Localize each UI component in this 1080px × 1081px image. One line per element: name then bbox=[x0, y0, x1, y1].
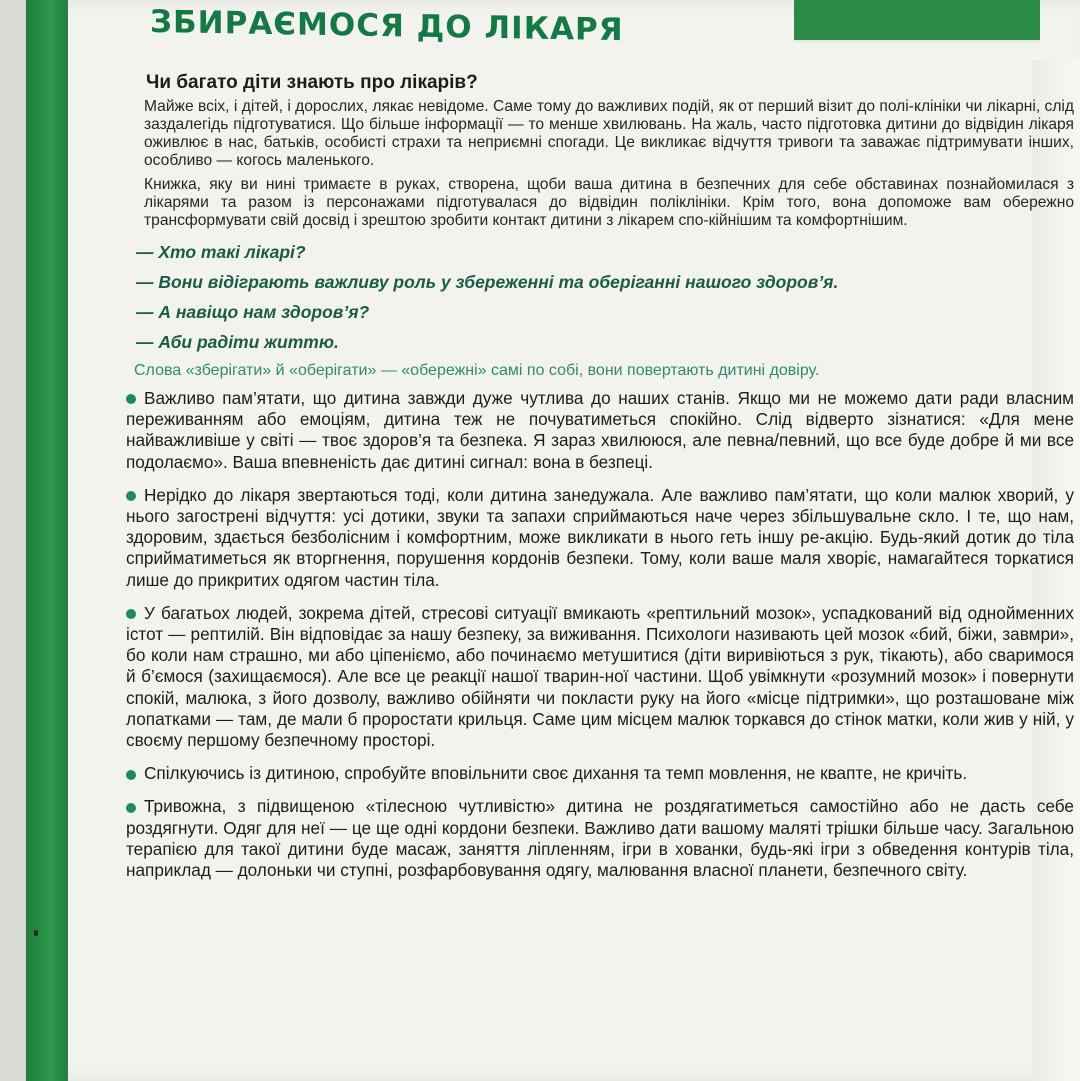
page-content bbox=[126, 3, 1074, 893]
bullet-item bbox=[126, 796, 1074, 881]
green-spine-edge bbox=[26, 0, 68, 1081]
section-subtitle: Чи багато діти знають про лікарів? bbox=[146, 72, 478, 93]
book-page bbox=[26, 0, 1080, 1081]
bullet-text: Важливо пам’ятати, що дитина завжди дуже чутлива до наших станів. Якщо ми не можемо дати ради власним переживанням або емоціям, дитина теж не почуватиметься спокійно. Слід відверто зізнатися: «Для мене найважливіше у світі — твоє здоров’я та безпека. Я зараз хвилююся, але певна/певний, що все буде добре й ми все подолаємо». Ваша впевненість дає дитині сигнал: вона в безпеці. bbox=[126, 388, 1074, 472]
bullet-item bbox=[126, 603, 1074, 751]
bullet-text: Спілкуючись із дитиною, спробуйте вповільнити своє дихання та темп мовлення, не квапте, не кричіть. bbox=[144, 763, 968, 784]
page-title: ЗБИРАЄМОСЯ ДО ЛІКАРЯ bbox=[150, 3, 624, 49]
dialogue-line: — Аби радіти життю. bbox=[136, 332, 339, 352]
bullet-text: Нерідко до лікаря звертаються тоді, коли дитина занедужала. Але важливо пам’ятати, що коли малюк хворий, у нього загострені відчуття: усі дотики, звуки та запахи сприймаються наче через збільшувальне скло. І те, що нам, здоровим, здається безболісним і комфортним, може викликати в нього геть іншу ре-акцію. Будь-який дотик до тіла сприйматиметься як вторгнення, порушення кордонів безпеки. Тому, коли ваше маля хворіє, намагайтеся торкатися лише до прикритих одягом частин тіла. bbox=[126, 484, 1074, 590]
bullet-dot-icon bbox=[126, 491, 136, 501]
bullet-dot-icon bbox=[126, 609, 136, 619]
intro-paragraph: Книжка, яку ви нині тримаєте в руках, створена, щоби ваша дитина в безпечних для себе обставинах познайомилася з лікарями та разом із персонажами підготувалася до відвідин поліклініки. Крім того, вона допоможе вам обережно трансформувати свій досвід і зрештою зробити контакт дитини з лікарем спо-кійнішим та комфортнішим. bbox=[144, 176, 1074, 229]
bullet-dot-icon bbox=[126, 770, 136, 780]
bullet-item bbox=[126, 485, 1074, 591]
bullet-text: Тривожна, з підвищеною «тілесною чутливістю» дитина не роздягатиметься самостійно або не дасть себе роздягнути. Одяг для неї — це ще одні кордони безпеки. Важливо дати вашому маляті трішки більше часу. Загальною терапією для такої дитини буде масаж, заняття ліпленням, ігри в хованки, будь-які ігри з обведення контурів тіла, наприклад — долоньки чи ступні, розфарбовування одягу, малювання власної планети, безпечного світу. bbox=[126, 796, 1074, 881]
dialogue-line: — Хто такі лікарі? bbox=[136, 242, 306, 262]
dialogue-block bbox=[126, 242, 1074, 353]
bullet-dot-icon bbox=[126, 394, 136, 404]
word-note: Слова «зберігати» й «оберігати» — «обережні» самі по собі, вони повертають дитині довіру. bbox=[134, 362, 820, 379]
bullet-item bbox=[126, 388, 1074, 473]
bullet-dot-icon bbox=[126, 803, 136, 813]
dialogue-line: — А навіщо нам здоров’я? bbox=[136, 302, 370, 322]
bullet-text: У багатьох людей, зокрема дітей, стресові ситуації вмикають «рептильний мозок», успадкований від однойменних істот — рептилій. Він відповідає за нашу безпеку, за виживання. Психологи називають цей мозок «бий, біжи, завмри», бо коли нам страшно, ми або ціпеніємо, або починаємо метушитися (діти виривіються з рук, тікають), або сваримося й б’ємося (захищаємося). Але все це реакції нашої тварин-ної частини. Щоб увімкнути «розумний мозок» і повернути спокій, малюка, з його дозволу, важливо обійняти чи покласти руку на його «місце підтримки», що розташоване між лопатками — там, де мали б проростати крильця. Саме цим місцем малюк торкався до стінок матки, коли жив у ній, у своєму першому безпечному просторі. bbox=[126, 602, 1074, 751]
bullet-item bbox=[126, 763, 1074, 784]
binding-mark bbox=[34, 930, 38, 936]
intro-paragraph: Майже всіх, і дітей, і дорослих, лякає невідоме. Саме тому до важливих подій, як от перший візит до полі-клініки чи лікарні, слід заздалегідь підготуватися. Що більше інформації — то менше хвилювань. На жаль, часто підготовка дитини до відвідин лікаря оживлює в нас, батьків, особисті страхи та неприємні спогади. Це викликає відчуття тривоги та заважає підтримувати інших, особливо — когось маленького. bbox=[144, 98, 1074, 169]
dialogue-line: — Вони відіграють важливу роль у збереженні та оберіганні нашого здоров’я. bbox=[136, 272, 839, 292]
